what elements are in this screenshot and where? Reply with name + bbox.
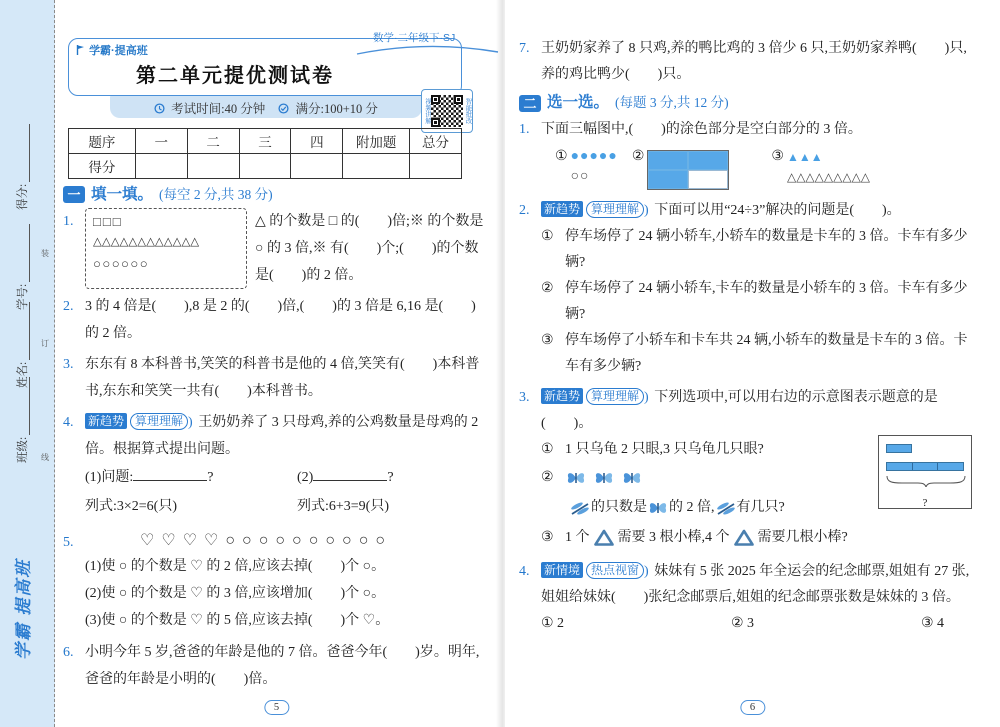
left-page-content (63, 183, 488, 693)
question-text-line (85, 409, 488, 463)
question-number: 6. (63, 645, 74, 660)
option-text-part: 需要 3 根小棒,4 个 (617, 530, 730, 545)
shape-box (85, 208, 247, 289)
choice-question-1 (519, 117, 974, 192)
margin-field-score (14, 100, 30, 210)
triangles-row: △△△△△△△△△△△△ (93, 236, 200, 248)
question-body (85, 409, 488, 521)
left-page (55, 0, 498, 727)
question-body (541, 117, 974, 192)
options-row (541, 611, 974, 637)
score-table-cell: 总分 (410, 129, 462, 154)
question-2 (63, 293, 488, 347)
question-3 (63, 351, 488, 405)
question-mark: ? (387, 470, 394, 485)
question-mark: ? (207, 470, 214, 485)
reasoning-badge: 算理理解 (586, 388, 644, 405)
circles-row: ○○○○○○ (93, 256, 150, 271)
section-title: 选一选。 (547, 94, 610, 111)
bar-segment (913, 463, 939, 470)
question-number: 4. (519, 564, 530, 579)
score-table-cell (291, 154, 343, 179)
question-number: 3. (63, 357, 74, 372)
figure-3 (771, 147, 870, 187)
option-text: 停车场停了小轿车和卡车共 24 辆,小轿车的数量是卡车的 3 倍。卡车有多少辆? (565, 333, 968, 374)
qr-finder (431, 118, 440, 127)
prompt-1-label: (1)问题: (85, 470, 134, 485)
page-number-right: 6 (740, 700, 765, 715)
student-id-fill-line (18, 224, 30, 282)
hearts-circles-row: ♡♡♡♡○○○○○○○○○○ (140, 532, 393, 549)
question-6 (63, 639, 488, 693)
question-7 (519, 36, 974, 88)
question-number: 4. (63, 415, 74, 430)
hotspot-badge: 热点视窗 (586, 562, 644, 579)
question-4 (63, 409, 488, 521)
question-text: 下列选项中,可以用右边的示意图表示题意的是( )。 (541, 390, 938, 431)
binding-line-char: 装 (41, 249, 49, 258)
brand-text: 学霸·提高班 (89, 45, 148, 57)
trend-badge: 新趋势 (541, 201, 583, 217)
sentence-part: 有几只? (736, 500, 785, 515)
figure-label: ② (631, 149, 645, 164)
sub-item-2: (2)使 ○ 的个数是 ♡ 的 3 倍,应该增加( )个 ○。 (85, 586, 386, 601)
choice-question-3 (519, 385, 974, 553)
question-text: 小明今年 5 岁,爸爸的年龄是他的 7 倍。爸爸今年( )岁。明年,爸爸的年龄是小明的( )倍。 (85, 645, 480, 687)
binding-line-char: 订 (41, 339, 49, 348)
section-title: 填一填。 (91, 185, 154, 203)
formula-1: 列式:3×2=6(只) (85, 499, 178, 514)
option-text: 停车场停了 24 辆小轿车,卡车的数量是小轿车的 3 倍。卡车有多少辆? (565, 281, 968, 322)
question-5 (63, 529, 488, 634)
badge-paren: ) (644, 203, 649, 218)
dragonfly-icon (569, 501, 591, 516)
score-table-header-row (69, 129, 462, 154)
question-body (541, 198, 974, 380)
question-body (541, 559, 974, 637)
score-table-cell: 附加题 (343, 129, 410, 154)
section-note: (每空 2 分,共 38 分) (159, 186, 273, 202)
score-table-cell: 一 (135, 129, 187, 154)
option-text: 1 只乌龟 2 只眼,3 只乌龟几只眼? (565, 442, 764, 457)
butterfly-icon (565, 470, 587, 486)
option-marker: ② (541, 281, 554, 296)
score-table-cell (343, 154, 410, 179)
question-text: △ 的个数是 □ 的( )倍;※ 的个数是 ○ 的 3 倍,※ 有( )个;( )的个数是( )的 2 倍。 (255, 214, 484, 283)
option-text-part: 1 个 (565, 530, 590, 545)
question-text: 王奶奶养了 3 只母鸡,养的公鸡数量是母鸡的 2 倍。根据算式提出问题。 (85, 415, 479, 457)
score-table-cell: 三 (239, 129, 291, 154)
option-marker: ③ (541, 530, 554, 545)
score-table-cell: 题序 (69, 129, 136, 154)
question-text: 王奶奶家养了 8 只鸡,养的鸭比鸡的 3 倍少 6 只,王奶奶家养鸭( )只,养的鸡比鸭少( )只。 (541, 41, 967, 82)
question-body (85, 208, 488, 289)
name-field-label: 姓名: (17, 361, 29, 388)
question-text: 3 的 4 倍是( ),8 是 2 的( )倍,( )的 3 倍是 6,16 是( )的 2 倍。 (85, 299, 476, 341)
right-page-content (519, 36, 974, 637)
section-number-badge: 二 (519, 95, 541, 112)
squares-row: □□□ (93, 214, 123, 229)
binding-line-char: 线 (41, 453, 49, 462)
question-number: 1. (63, 214, 74, 229)
score-table-cell (410, 154, 462, 179)
badge-paren: ) (644, 390, 649, 405)
class-field-label: 班级: (17, 436, 29, 463)
trend-badge: 新趋势 (541, 388, 583, 404)
option-text: 停车场停了 24 辆小轿车,小轿车的数量是卡车的 3 倍。卡车有多少辆? (565, 229, 968, 270)
option-text-part: 需要几根小棒? (757, 530, 848, 545)
filled-circles: ●●●●● (570, 149, 618, 164)
blank-cell (688, 170, 728, 189)
butterfly-icon (593, 470, 615, 486)
prompt-2-label: (2) (297, 470, 314, 485)
answer-blank (133, 466, 207, 481)
question-text: 下面可以用“24÷3”解决的问题是( )。 (654, 203, 901, 218)
sub-item-3: (3)使 ○ 的个数是 ♡ 的 5 倍,应该去掉( )个 ♡。 (85, 613, 390, 628)
figure-row (555, 147, 974, 190)
question-text-line (541, 559, 974, 611)
prompt-row (85, 463, 488, 493)
score-table (68, 128, 462, 179)
reasoning-badge: 算理理解 (586, 201, 644, 218)
right-page (505, 0, 1000, 727)
score-table-cell: 二 (187, 129, 239, 154)
option-marker: ① (541, 229, 554, 244)
empty-triangles: △△△△△△△△△ (786, 170, 871, 184)
option-1: ① 2 (541, 616, 565, 631)
binding-strip (0, 0, 55, 727)
score-table-cell: 四 (291, 129, 343, 154)
bar-segment (887, 463, 913, 470)
formula-2: 列式:6+3=9(只) (297, 499, 390, 514)
edition-curve (355, 44, 500, 61)
question-number: 2. (63, 299, 74, 314)
qr-code (431, 95, 463, 127)
context-badge: 新情境 (541, 562, 583, 578)
figure-2 (632, 147, 730, 190)
clock-icon (154, 103, 165, 114)
question-number: 2. (519, 203, 530, 218)
qr-caption-left: 视频讲解 (424, 98, 431, 124)
figure-label: ③ (771, 149, 784, 164)
shaded-rectangle (647, 150, 729, 190)
question-number: 5. (63, 535, 74, 550)
short-bar (886, 444, 912, 453)
section-note: (每题 3 分,共 12 分) (615, 95, 729, 110)
prompt-2 (297, 463, 394, 493)
option-3 (541, 328, 974, 380)
question-number: 1. (519, 122, 530, 137)
choice-question-2 (519, 198, 974, 380)
stick-triangle-icon (733, 529, 755, 547)
diagram-question-mark: ? (922, 497, 928, 509)
figure-label: ① (555, 149, 568, 164)
choice-question-4 (519, 559, 974, 637)
question-number: 7. (519, 41, 530, 56)
option-3 (541, 523, 974, 553)
brand-lockup (76, 42, 148, 59)
bar-segment (938, 463, 963, 470)
underbrace (886, 475, 966, 487)
sentence-part: 的 2 倍, (669, 500, 715, 515)
pennant-icon (76, 44, 85, 59)
score-fill-line (18, 124, 30, 182)
butterfly-icon (621, 470, 643, 486)
question-text-line (541, 198, 974, 224)
section-2-header (519, 92, 974, 114)
option-2 (541, 276, 974, 328)
figure-1 (555, 147, 618, 187)
qr-block (421, 89, 473, 133)
option-marker: ① (541, 442, 554, 457)
long-bar (886, 462, 964, 471)
option-3: ③ 4 (921, 616, 945, 631)
margin-field-class (14, 353, 30, 463)
page-number-left: 5 (264, 700, 289, 715)
question-text-line (541, 385, 974, 437)
question-text: 东东有 8 本科普书,笑笑的科普书是他的 4 倍,笑笑有( )本科普书,东东和笑笑一共有( )本科普书。 (85, 357, 480, 399)
option-marker: ③ (541, 333, 554, 348)
class-fill-line (18, 377, 30, 435)
student-id-field-label: 学号: (17, 283, 29, 310)
shaded-cell (688, 151, 728, 170)
stick-triangle-icon (593, 529, 615, 547)
section-number-badge: 一 (63, 186, 85, 203)
sub-item-1: (1)使 ○ 的个数是 ♡ 的 2 倍,应该去掉( )个 ○。 (85, 559, 386, 574)
score-table-cell (135, 154, 187, 179)
question-1 (63, 208, 488, 289)
score-table-score-row (69, 154, 462, 179)
name-fill-line (18, 302, 30, 360)
butterfly-icon (647, 500, 669, 516)
trend-badge: 新趋势 (85, 413, 127, 429)
qr-caption-right: 智能批改 (464, 98, 472, 124)
page-title: 第二单元提优测试卷 (136, 65, 334, 87)
qr-finder (431, 95, 440, 104)
bar-model-diagram (878, 435, 972, 509)
option-marker: ② (541, 470, 554, 485)
score-table-cell (187, 154, 239, 179)
sentence-part: 的只数是 (591, 500, 647, 515)
score-table-cell (239, 154, 291, 179)
circle-check-icon (278, 103, 289, 114)
question-text: 妹妹有 5 张 2025 年全运会的纪念邮票,姐姐有 27 张,姐姐给妹妹( )张纪念邮票后,姐姐的纪念邮票张数是妹妹的 3 倍。 (541, 564, 970, 605)
shaded-cell (648, 170, 688, 189)
score-field-label: 得分: (17, 183, 29, 210)
dragonfly-icon (715, 501, 737, 516)
question-body (85, 529, 488, 634)
question-text: 下面三幅图中,( )的涂色部分是空白部分的 3 倍。 (541, 122, 862, 137)
edition-text: 数学·二年级下·SJ (373, 32, 456, 44)
brand-logo-vertical: 学霸 提高班 (14, 558, 33, 660)
score-table-cell: 得分 (69, 154, 136, 179)
badge-paren: ) (644, 564, 649, 579)
reasoning-badge: 算理理解 (130, 413, 188, 430)
filled-triangles: ▲▲▲ (786, 150, 823, 164)
answer-blank (313, 466, 387, 481)
full-score-text: 满分:100+10 分 (295, 102, 378, 116)
qr-finder (454, 95, 463, 104)
shaded-cell (648, 151, 688, 170)
option-1 (541, 224, 974, 276)
prompt-1 (85, 463, 297, 493)
formula-row (85, 493, 488, 521)
badge-paren: ) (188, 415, 193, 430)
question-number: 3. (519, 390, 530, 405)
empty-circles: ○○ (570, 169, 590, 184)
section-1-header (63, 183, 488, 205)
option-2: ② 3 (731, 616, 755, 631)
exam-time-text: 考试时间:40 分钟 (171, 102, 266, 116)
